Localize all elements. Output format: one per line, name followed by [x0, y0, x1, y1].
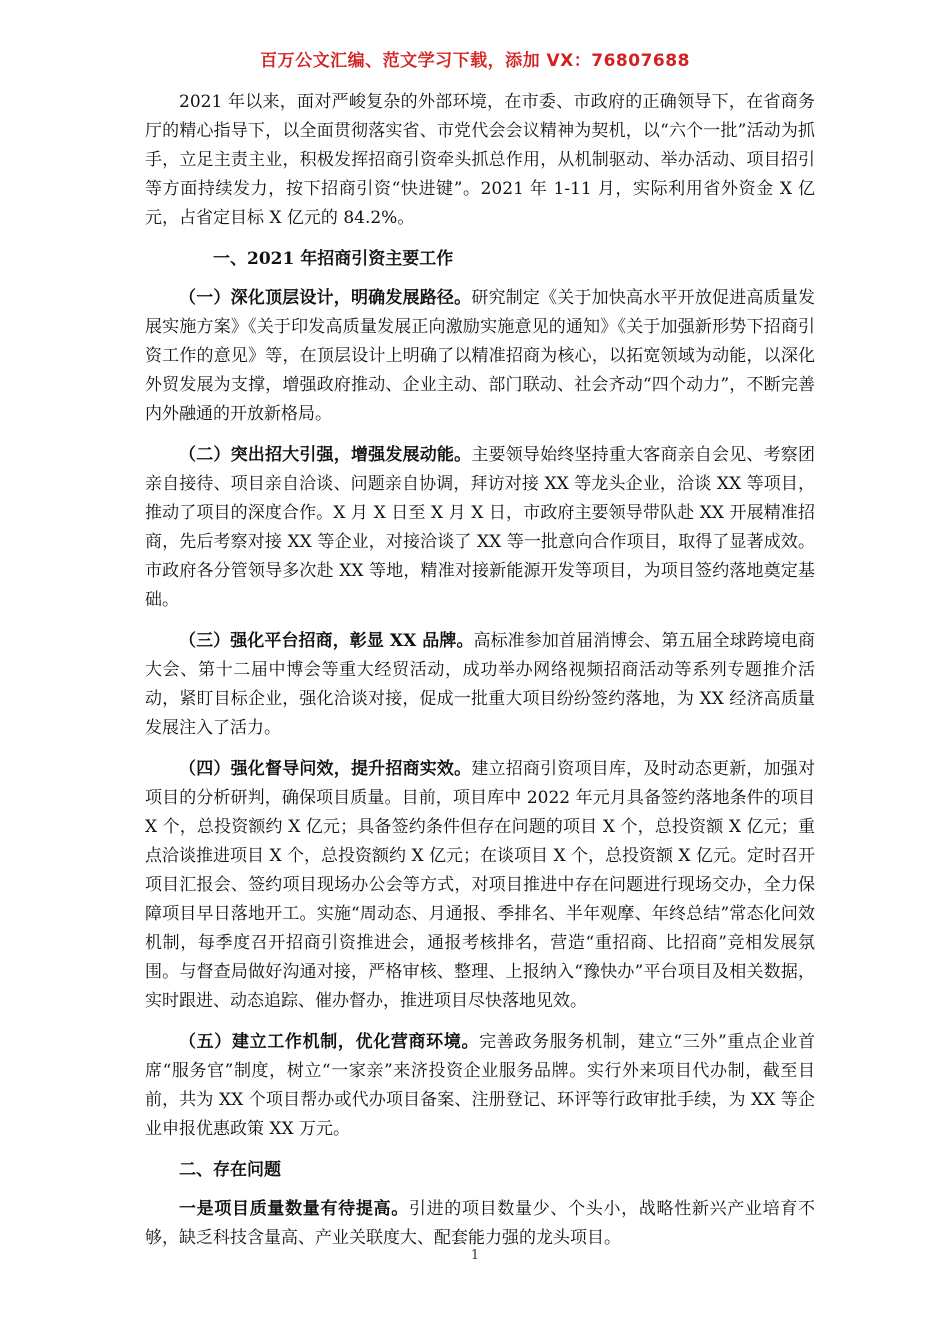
section-1-item-4 — [145, 755, 815, 1016]
section-1-item-3 — [145, 627, 815, 743]
intro-paragraph: 2021 年以来，面对严峻复杂的外部环境，在市委、市政府的正确领导下，在省商务厅的精心指导下，以全面贯彻落实省、市党代会会议精神为契机，以“六个一批”活动为抓手，立足主责主业，积极发挥招商引资牵头抓总作用，从机制驱动、举办活动、项目招引等方面持续发力，按下招商引资“快进键”。2021 年 1-11 月，实际利用省外资金 X 亿元，占省定目标 X 亿元的 84.2%。 — [145, 92, 815, 228]
item-lead: （五）建立工作机制，优化营商环境。 — [179, 1032, 480, 1052]
item-body: 建立招商引资项目库，及时动态更新，加强对项目的分析研判，确保项目质量。目前，项目库中 2022 年元月具备签约落地条件的项目 X 个，总投资额约 X 亿元；具备签约条件但存在问题的项目 X 个，总投资额 X 亿元；重点洽谈推进项目 X 个，总投资额约 X 亿元；在谈项目 X 个，总投资额 X 亿元。定时召开项目汇报会、签约项目现场办公会等方式，对项目推进中存在问题进行现场交办，全力保障项目早日落地开工。实施“周动态、月通报、季排名、半年观摩、年终总结”常态化问效机制，每季度召开招商引资推进会，通报考核排名，营造“重招商、比招商”竞相发展氛围。与督查局做好沟通对接，严格审核、整理、上报纳入“豫快办”平台项目及相关数据，实时跟进、动态追踪、催办督办，推进项目尽快落地见效。 — [145, 759, 816, 1011]
page-number: 1 — [470, 1248, 480, 1263]
item-lead: （四）强化督导问效，提升招商实效。 — [179, 759, 472, 779]
item-lead: （二）突出招大引强，增强发展动能。 — [179, 445, 472, 465]
section-1-item-5 — [145, 1028, 815, 1144]
item-lead: （一）深化顶层设计，明确发展路径。 — [179, 288, 472, 308]
download-banner: 百万公文汇编、范文学习下载，添加 VX：76807688 — [260, 51, 690, 71]
section-2-item-1 — [145, 1195, 815, 1253]
section-2-heading: 二、存在问题 — [179, 1160, 281, 1180]
section-1-item-1 — [145, 284, 815, 429]
item-body: 完善政务服务机制，建立“三外”重点企业首席“服务官”制度，树立“一家亲”来济投资企业服务品牌。实行外来项目代办制，截至目前，共为 XX 个项目帮办或代办项目备案、注册登记、环评等行政审批手续，为 XX 等企业申报优惠政策 XX 万元。 — [145, 1032, 815, 1139]
item-body: 引进的项目数量少、个头小，战略性新兴产业培育不够，缺乏科技含量高、产业关联度大、配套能力强的龙头项目。 — [145, 1199, 816, 1248]
item-lead: 一是项目质量数量有待提高。 — [179, 1199, 409, 1219]
section-1-item-2 — [145, 441, 815, 615]
item-body: 研究制定《关于加快高水平开放促进高质量发展实施方案》《关于印发高质量发展正向激励实施意见的通知》《关于加强新形势下招商引资工作的意见》等，在顶层设计上明确了以精准招商为核心，以拓宽领域为动能，以深化外贸发展为支撑，增强政府推动、企业主动、部门联动、社会齐动“四个动力”，不断完善内外融通的开放新格局。 — [145, 288, 816, 424]
item-body: 主要领导始终坚持重大客商亲自会见、考察团亲自接待、项目亲自洽谈、问题亲自协调，拜访对接 XX 等龙头企业，洽谈 XX 等项目，推动了项目的深度合作。X 月 X 日至 X 月 X 日，市政府主要领导带队赴 XX 开展精准招商，先后考察对接 XX 等企业，对接洽谈了 XX 等一批意向合作项目，取得了显著成效。市政府各分管领导多次赴 XX 等地，精准对接新能源开发等项目，为项目签约落地奠定基础。 — [145, 445, 816, 610]
document-body — [145, 88, 815, 1253]
section-1-heading: 一、2021 年招商引资主要工作 — [213, 249, 454, 269]
item-body: 高标准参加首届消博会、第五届全球跨境电商大会、第十二届中博会等重大经贸活动，成功举办网络视频招商活动等系列专题推介活动，紧盯目标企业，强化洽谈对接，促成一批重大项目纷纷签约落地，为 XX 经济高质量发展注入了活力。 — [145, 631, 815, 738]
item-lead: （三）强化平台招商，彰显 XX 品牌。 — [179, 631, 474, 651]
